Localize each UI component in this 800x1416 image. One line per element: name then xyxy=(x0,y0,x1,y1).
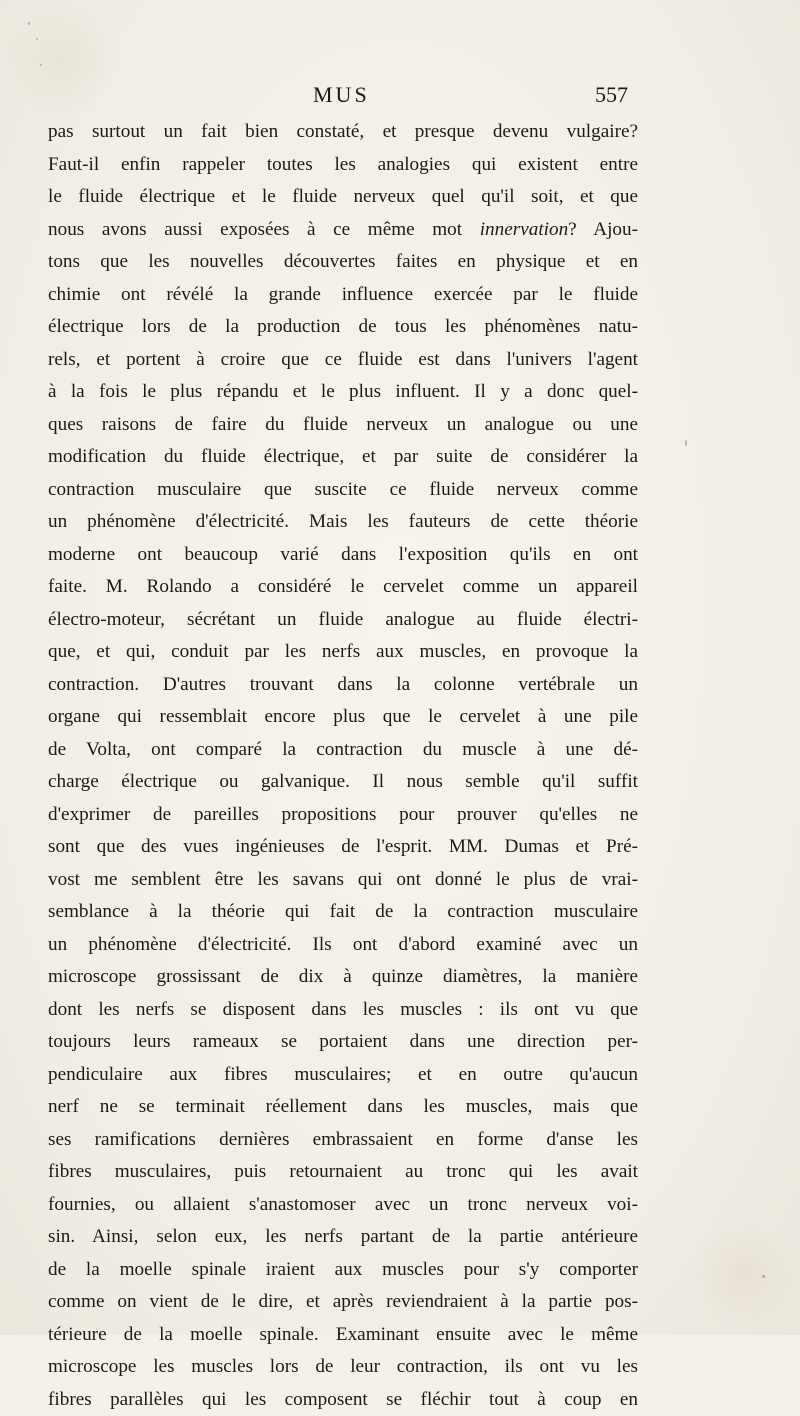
text-line: vost me semblent être les savans qui ont donné le plus de vrai- xyxy=(48,864,638,897)
text-line: térieure de la moelle spinale. Examinant ensuite avec le même xyxy=(48,1319,638,1352)
text-line: moderne ont beaucoup varié dans l'exposition qu'ils en ont xyxy=(48,539,638,572)
text-line: fibres parallèles qui les composent se fléchir tout à coup en xyxy=(48,1384,638,1416)
text-line: ses ramifications dernières embrassaient en forme d'anse les xyxy=(48,1124,638,1157)
running-head: MUS xyxy=(313,82,370,108)
text-line: un phénomène d'électricité. Ils ont d'abord examiné avec un xyxy=(48,929,638,962)
text-line: rels, et portent à croire que ce fluide est dans l'univers l'agent xyxy=(48,344,638,377)
text-line: faite. M. Rolando a considéré le cervelet comme un appareil xyxy=(48,571,638,604)
ink-speck xyxy=(762,1275,765,1278)
text-line: contraction. D'autres trouvant dans la colonne vertébrale un xyxy=(48,669,638,702)
text-line: chimie ont révélé la grande influence exercée par le fluide xyxy=(48,279,638,312)
text-line: modification du fluide électrique, et par suite de considérer la xyxy=(48,441,638,474)
text-line: sont que des vues ingénieuses de l'esprit. MM. Dumas et Pré- xyxy=(48,831,638,864)
text-line: dont les nerfs se disposent dans les muscles : ils ont vu que xyxy=(48,994,638,1027)
text-line: que, et qui, conduit par les nerfs aux muscles, en provoque la xyxy=(48,636,638,669)
text-line: un phénomène d'électricité. Mais les fauteurs de cette théorie xyxy=(48,506,638,539)
text-line: toujours leurs rameaux se portaient dans une direction per- xyxy=(48,1026,638,1059)
ink-speck xyxy=(36,38,38,40)
text-line: d'exprimer de pareilles propositions pour prouver qu'elles ne xyxy=(48,799,638,832)
text-line: électro-moteur, sécrétant un fluide analogue au fluide électri- xyxy=(48,604,638,637)
text-line: comme on vient de le dire, et après reviendraient à la partie pos- xyxy=(48,1286,638,1319)
text-line: organe qui ressemblait encore plus que le cervelet à une pile xyxy=(48,701,638,734)
text-line: à la fois le plus répandu et le plus influent. Il y a donc quel- xyxy=(48,376,638,409)
body-text xyxy=(48,116,638,1416)
italic-term: innervation xyxy=(480,219,568,240)
text-line: de Volta, ont comparé la contraction du muscle à une dé- xyxy=(48,734,638,767)
text-line: fibres musculaires, puis retournaient au tronc qui les avait xyxy=(48,1156,638,1189)
text-line: nerf ne se terminait réellement dans les muscles, mais que xyxy=(48,1091,638,1124)
ink-speck xyxy=(28,22,30,25)
text-line: pendiculaire aux fibres musculaires; et en outre qu'aucun xyxy=(48,1059,638,1092)
text-line: pas surtout un fait bien constaté, et presque devenu vulgaire? xyxy=(48,116,638,149)
text-line: nous avons aussi exposées à ce même mot innervation? Ajou- xyxy=(48,214,638,247)
paper-stain xyxy=(690,1220,800,1330)
text-line: microscope les muscles lors de leur contraction, ils ont vu les xyxy=(48,1351,638,1384)
text-line: ques raisons de faire du fluide nerveux un analogue ou une xyxy=(48,409,638,442)
text-line: sin. Ainsi, selon eux, les nerfs partant de la partie antérieure xyxy=(48,1221,638,1254)
text-line: fournies, ou allaient s'anastomoser avec un tronc nerveux voi- xyxy=(48,1189,638,1222)
ink-speck xyxy=(40,64,42,66)
text-line: semblance à la théorie qui fait de la contraction musculaire xyxy=(48,896,638,929)
text-line: tons que les nouvelles découvertes faites en physique et en xyxy=(48,246,638,279)
text-line: le fluide électrique et le fluide nerveux quel qu'il soit, et que xyxy=(48,181,638,214)
page-number: 557 xyxy=(595,82,628,108)
text-line: de la moelle spinale iraient aux muscles pour s'y comporter xyxy=(48,1254,638,1287)
text-line: contraction musculaire que suscite ce fluide nerveux comme xyxy=(48,474,638,507)
text-line: microscope grossissant de dix à quinze diamètres, la manière xyxy=(48,961,638,994)
ink-speck xyxy=(685,440,687,446)
text-line: Faut-il enfin rappeler toutes les analogies qui existent entre xyxy=(48,149,638,182)
text-line: charge électrique ou galvanique. Il nous semble qu'il suffit xyxy=(48,766,638,799)
text-line: électrique lors de la production de tous les phénomènes natu- xyxy=(48,311,638,344)
page-header xyxy=(48,82,628,112)
